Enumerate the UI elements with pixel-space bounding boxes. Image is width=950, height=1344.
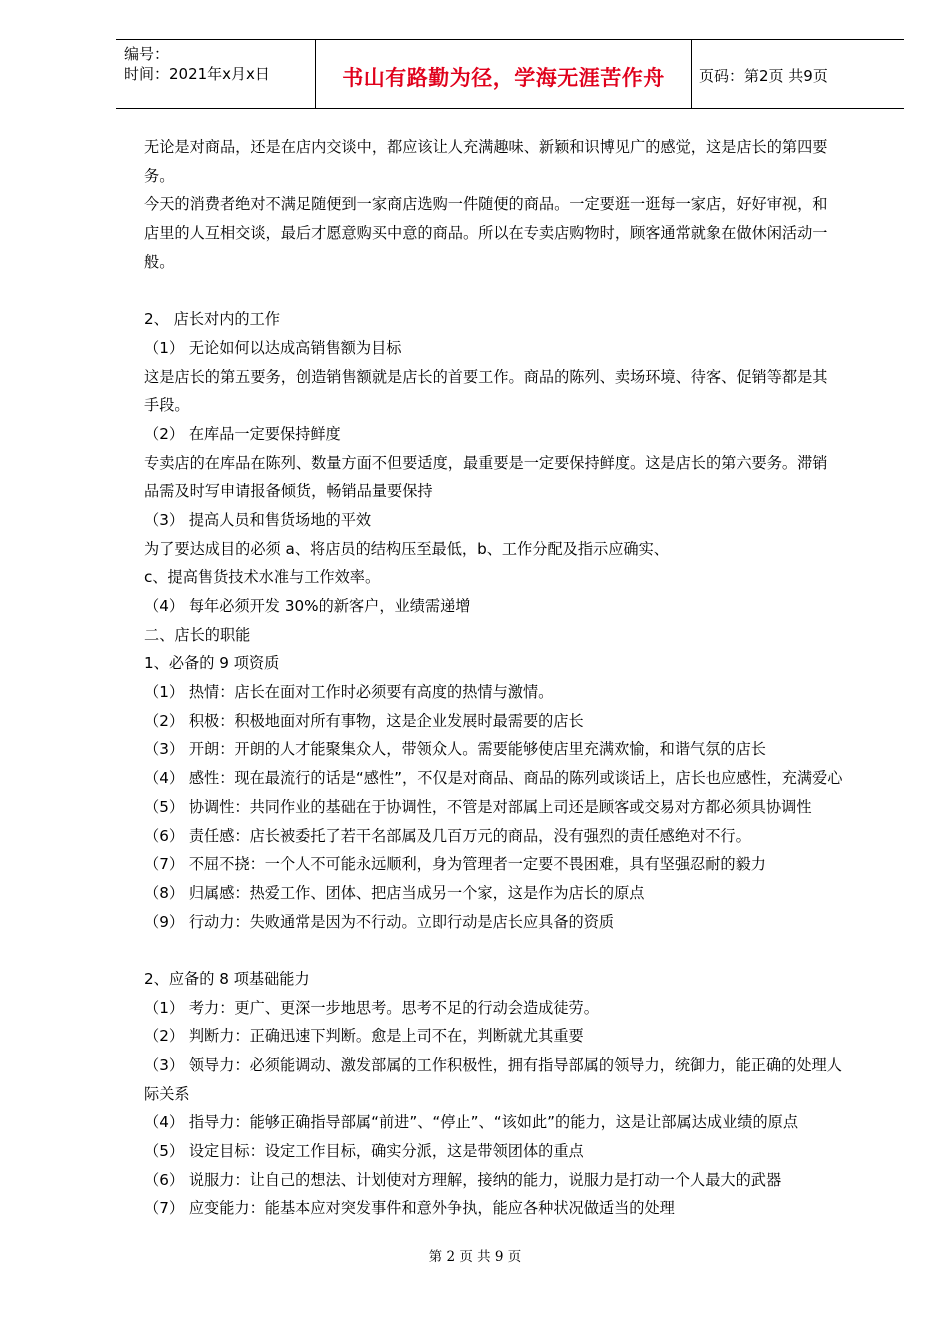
- text-line: （1） 无论如何以达成高销售额为目标: [144, 338, 402, 357]
- text-line: 务。: [144, 166, 175, 185]
- header-meta: [116, 40, 315, 108]
- header-page-cell: [691, 40, 904, 108]
- text-line: 1、必备的 9 项资质: [144, 654, 280, 673]
- text-line: 这是店长的第五要务，创造销售额就是店长的首要工作。商品的陈列、卖场环境、待客、促销等都是其: [144, 367, 828, 386]
- header-page-info: 页码：第2页 共9页: [699, 67, 828, 85]
- text-line: 无论是对商品，还是在店内交谈中，都应该让人充满趣味、新颖和识博见广的感觉，这是店长的第四要: [144, 138, 828, 156]
- text-line: 二、店长的职能: [144, 625, 251, 644]
- text-line: 手段。: [144, 396, 190, 415]
- text-line: 品需及时写申请报备倾货，畅销品量要保持: [144, 482, 433, 501]
- text-line: （2） 积极：积极地面对所有事物，这是企业发展时最需要的店长: [144, 711, 584, 730]
- text-line: （4） 指导力：能够正确指导部属“前进”、“停止”、“该如此”的能力，这是让部属达成业绩的原点: [144, 1113, 799, 1132]
- text-line: （7） 不屈不挠：一个人不可能永远顺利，身为管理者一定要不畏困难，具有坚强忍耐的毅力: [144, 855, 766, 874]
- text-line: c、提高售货技术水准与工作效率。: [144, 568, 381, 587]
- text-line: 专卖店的在库品在陈列、数量方面不但要适度，最重要是一定要保持鲜度。这是店长的第六要务。滞销: [144, 453, 828, 472]
- doc-number-label: 编号：: [124, 45, 170, 63]
- text-line: 店里的人互相交谈，最后才愿意购买中意的商品。所以在专卖店购物时，顾客通常就象在做休闲活动一: [144, 224, 828, 243]
- blank-line: [144, 936, 884, 965]
- text-line: 为了要达成目的必须 a、将店员的结构压至最低，b、工作分配及指示应确实、: [144, 539, 669, 558]
- text-line: （5） 设定目标：设定工作目标，确实分派，这是带领团体的重点: [144, 1142, 584, 1161]
- text-line: （1） 考力：更广、更深一步地思考。思考不足的行动会造成徒劳。: [144, 998, 599, 1017]
- text-line: 际关系: [144, 1084, 190, 1103]
- text-line: （8） 归属感：热爱工作、团体、把店当成另一个家，这是作为店长的原点: [144, 883, 645, 902]
- text-line: （7） 应变能力：能基本应对突发事件和意外争执，能应各种状况做适当的处理: [144, 1199, 675, 1218]
- text-line: （2） 判断力：正确迅速下判断。愈是上司不在，判断就尤其重要: [144, 1027, 584, 1046]
- document-body: [144, 133, 884, 1223]
- doc-time-label: 时间：2021年x月x日: [124, 65, 270, 83]
- text-line: （5） 协调性：共同作业的基础在于协调性，不管是对部属上司还是顾客或交易对方都必须具协调性: [144, 797, 812, 816]
- text-line: （6） 说服力：让自己的想法、计划使对方理解，接纳的能力，说服力是打动一个人最大的武器: [144, 1170, 782, 1189]
- text-line: （3） 领导力：必须能调动、激发部属的工作积极性，拥有指导部属的领导力，统御力，能正确的处理人: [144, 1056, 842, 1074]
- text-line: （3） 提高人员和售货场地的平效: [144, 510, 372, 529]
- blank-line: [144, 276, 884, 305]
- motto-text: 书山有路勤为径，学海无涯苦作舟: [342, 65, 665, 90]
- text-line: 般。: [144, 252, 175, 271]
- text-line: 2、 店长对内的工作: [144, 310, 280, 329]
- text-line: 今天的消费者绝对不满足随便到一家商店选购一件随便的商品。一定要逛一逛每一家店，好好审视，和: [144, 195, 828, 214]
- text-line: （9） 行动力：失败通常是因为不行动。立即行动是店长应具备的资质: [144, 912, 615, 931]
- page-footer: 第 2 页 共 9 页: [428, 1249, 522, 1265]
- header-motto-cell: [315, 40, 692, 108]
- text-line: 2、应备的 8 项基础能力: [144, 969, 310, 988]
- text-line: （1） 热情：店长在面对工作时必须要有高度的热情与激情。: [144, 683, 554, 702]
- text-line: （2） 在库品一定要保持鲜度: [144, 424, 341, 443]
- text-line: （4） 每年必须开发 30%的新客户，业绩需递增: [144, 597, 471, 615]
- text-line: （4） 感性：现在最流行的话是“感性”，不仅是对商品、商品的陈列或谈话上，店长也应感性，充满爱心: [144, 769, 843, 788]
- text-line: （6） 责任感：店长被委托了若干名部属及几百万元的商品，没有强烈的责任感绝对不行。: [144, 826, 751, 845]
- page-header: [116, 39, 904, 109]
- text-line: （3） 开朗：开朗的人才能聚集众人，带领众人。需要能够使店里充满欢愉，和谐气氛的店长: [144, 740, 766, 759]
